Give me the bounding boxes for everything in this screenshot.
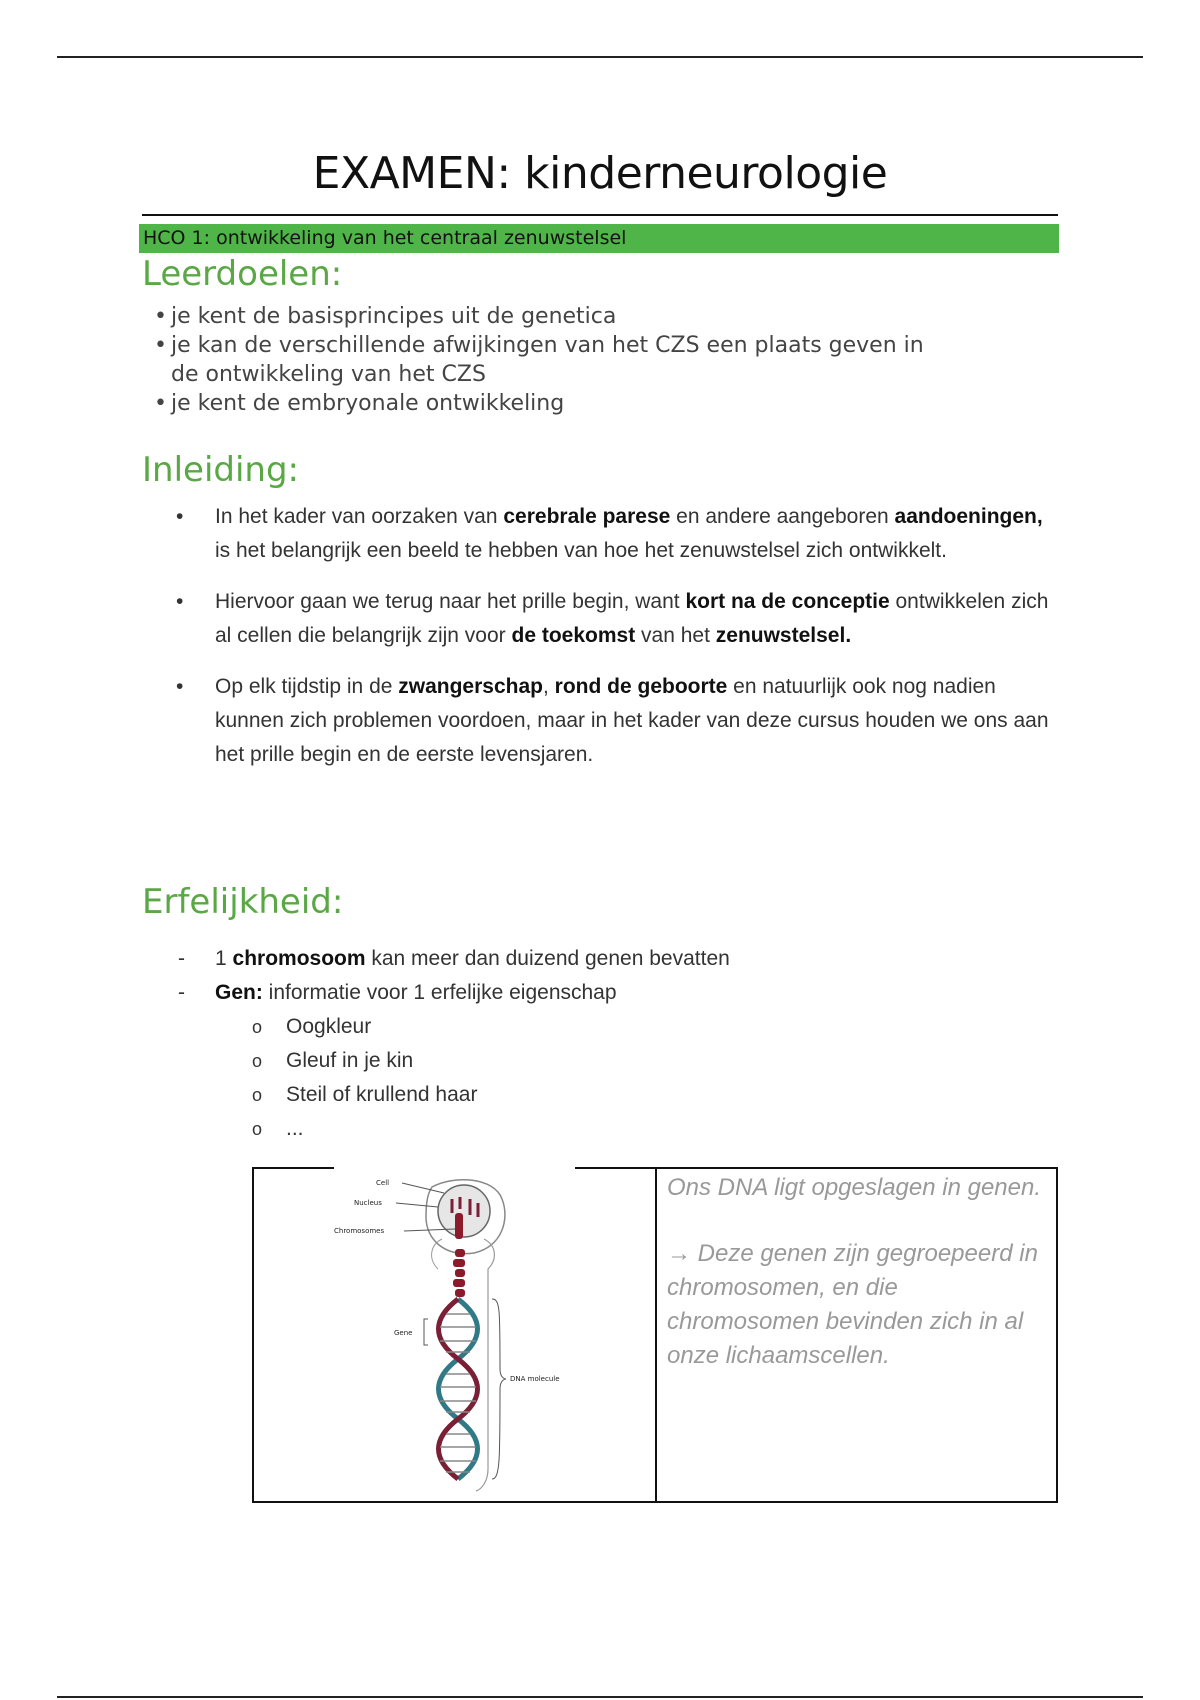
- circle-bullet-icon: o: [252, 1119, 263, 1139]
- figure-caption-cell: [657, 1169, 1056, 1501]
- list-item: o Steil of krullend haar: [252, 1078, 1036, 1112]
- list-item: - Gen: informatie voor 1 erfelijke eigenschap: [176, 976, 1036, 1010]
- heading-leerdoelen: Leerdoelen:: [142, 254, 343, 294]
- figure-cell: [254, 1169, 657, 1501]
- chromatin-coil: [453, 1249, 465, 1297]
- heading-inleiding: Inleiding:: [142, 450, 300, 490]
- bottom-rule: [57, 1696, 1143, 1698]
- bullet-icon: •: [176, 505, 184, 528]
- bullet-icon: •: [154, 333, 167, 358]
- bullet-icon: •: [154, 304, 167, 329]
- list-item: o ...: [252, 1112, 1036, 1146]
- inleiding-list: [176, 500, 1056, 789]
- dna-diagram: [334, 1169, 574, 1499]
- bullet-icon: •: [154, 391, 167, 416]
- gene-examples-list: [252, 1010, 1036, 1146]
- list-item: • je kent de embryonale ontwikkeling: [154, 391, 565, 416]
- circle-bullet-icon: o: [252, 1085, 263, 1105]
- label-chromosomes: Chromosomes: [334, 1227, 385, 1235]
- circle-bullet-icon: o: [252, 1017, 263, 1037]
- list-item: o Oogkleur: [252, 1010, 1036, 1044]
- section-bar: HCO 1: ontwikkeling van het centraal zenuwstelsel: [139, 224, 1059, 253]
- chromosome-shape: [455, 1213, 463, 1239]
- label-nucleus: Nucleus: [354, 1199, 382, 1207]
- dash-bullet-icon: -: [178, 981, 185, 1004]
- erfelijkheid-list: [176, 942, 1036, 1146]
- list-item: • je kent de basisprincipes uit de genetica: [154, 304, 617, 329]
- list-item: o Gleuf in je kin: [252, 1044, 1036, 1078]
- list-item: • Hiervoor gaan we terug naar het prille begin, want kort na de conceptie ontwikkelen zich al cellen die belangrijk zijn voor de toekomst van het zenuwstelsel.: [176, 585, 1056, 653]
- caption-text: Ons DNA ligt opgeslagen in genen.: [667, 1174, 1042, 1201]
- list-item: - 1 chromosoom kan meer dan duizend genen bevatten: [176, 942, 1036, 976]
- list-item: • In het kader van oorzaken van cerebrale parese en andere aangeboren aandoeningen, is het belangrijk een beeld te hebben van hoe het zenuwstelsel zich ontwikkelt.: [176, 500, 1056, 568]
- base-pairs: [440, 1314, 476, 1472]
- label-cell: Cell: [376, 1179, 390, 1187]
- dna-strand-red: [439, 1299, 478, 1479]
- bullet-icon: •: [176, 590, 184, 613]
- page-title: EXAMEN: kinderneurologie: [312, 148, 888, 199]
- list-item: • Op elk tijdstip in de zwangerschap, rond de geboorte en natuurlijk ook nog nadien kunnen zich problemen voordoen, maar in het kader van deze cursus houden we ons aan het prille begin en de eerste levensjaren.: [176, 670, 1056, 772]
- leerdoelen-list: [154, 302, 954, 418]
- dna-figure-table: [252, 1167, 1058, 1503]
- dash-bullet-icon: -: [178, 947, 185, 970]
- heading-erfelijkheid: Erfelijkheid:: [142, 882, 344, 922]
- label-gene: Gene: [394, 1329, 413, 1337]
- circle-bullet-icon: o: [252, 1051, 263, 1071]
- list-item: • je kan de verschillende afwijkingen van het CZS een plaats geven in de ontwikkeling van het CZS: [154, 333, 924, 387]
- caption-text: → Deze genen zijn gegroepeerd in chromosomen, en die chromosomen bevinden zich in al onze lichaamscellen.: [667, 1240, 1038, 1369]
- top-rule: [57, 56, 1143, 58]
- bullet-icon: •: [176, 675, 184, 698]
- label-dna-molecule: DNA molecule: [510, 1375, 560, 1383]
- title-underline: [142, 214, 1058, 216]
- dna-strand-teal: [439, 1299, 478, 1479]
